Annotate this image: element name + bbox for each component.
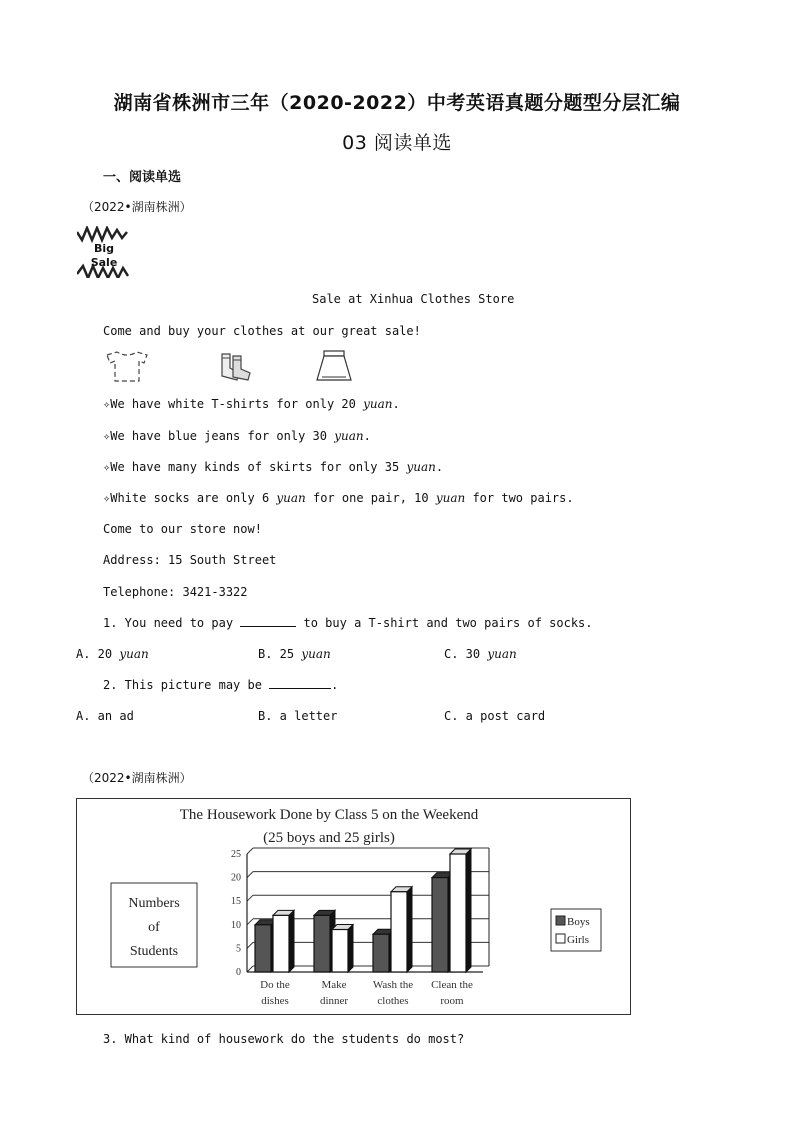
chart-svg: [77, 799, 630, 1014]
x-category-label: dishes: [261, 995, 289, 1007]
housework-chart: [76, 798, 631, 1015]
bar-girls: [273, 915, 289, 972]
badge-top-text: Big: [93, 242, 115, 255]
y-tick-label: 20: [231, 872, 241, 884]
bar-boys: [373, 934, 389, 972]
source-tag: （2022•湖南株洲）: [82, 200, 192, 214]
q2-option-c: C. a post card: [444, 709, 546, 723]
y-label-line: of: [148, 920, 160, 935]
address-line: Address: 15 South Street: [103, 553, 277, 567]
source-tag: （2022•湖南株洲）: [82, 771, 192, 785]
q1-option-a: A. 20 yuan: [76, 647, 149, 661]
chart-title: The Housework Done by Class 5 on the Weekend: [179, 807, 479, 823]
x-category-label: clothes: [377, 995, 409, 1007]
sale-heading: Sale at Xinhua Clothes Store: [312, 292, 515, 306]
q2-option-a: A. an ad: [76, 709, 134, 723]
question-3: 3. What kind of housework do the students do most?: [103, 1032, 465, 1046]
y-label-line: Students: [129, 944, 179, 959]
badge-bottom-text: Sale: [90, 256, 118, 269]
plot-area: [231, 848, 489, 1007]
y-tick-label: 10: [231, 919, 241, 931]
socks-icon: [213, 351, 259, 387]
x-category-label: Clean the: [431, 979, 473, 991]
x-category-label: Wash the: [372, 979, 414, 991]
legend-label-boys: Boys: [567, 916, 590, 928]
telephone-line: Telephone: 3421-3322: [103, 585, 248, 599]
legend-label-girls: Girls: [567, 934, 589, 946]
bar-side: [466, 849, 471, 972]
tshirt-icon: [104, 351, 150, 387]
x-category-label: room: [440, 995, 464, 1007]
q1-option-c: C. 30 yuan: [444, 647, 517, 661]
item-white-tshirts: ✧We have white T-shirts for only 20 yuan.: [103, 397, 400, 411]
q1-option-b: B. 25 yuan: [258, 647, 331, 661]
item-skirts: ✧We have many kinds of skirts for only 35 yuan.: [103, 460, 444, 474]
bar-side: [407, 887, 412, 972]
come-line: Come to our store now!: [103, 522, 262, 536]
bar-girls: [332, 930, 348, 972]
item-white-socks: ✧White socks are only 6 yuan for one pair, 10 yuan for two pairs.: [103, 491, 574, 505]
bar-side: [348, 925, 353, 972]
y-tick-label: 25: [231, 849, 241, 860]
bar-boys: [432, 878, 448, 972]
burst-icon: [77, 226, 129, 278]
bar-boys: [314, 915, 330, 972]
y-tick-label: 5: [236, 943, 241, 955]
legend-swatch-girls: [556, 934, 565, 943]
legend-swatch-boys: [556, 916, 565, 925]
q2-option-b: B. a letter: [258, 709, 338, 723]
bar-side: [289, 910, 294, 972]
chart-subtitle: (25 boys and 25 girls): [263, 830, 395, 846]
document-title: 湖南省株洲市三年（2020-2022）中考英语真题分题型分层汇编: [113, 92, 681, 114]
question-2: 2. This picture may be .: [103, 678, 339, 692]
y-tick-label: 15: [231, 896, 241, 908]
question-1: 1. You need to pay to buy a T-shirt and two pairs of socks.: [103, 616, 593, 630]
x-category-label: dinner: [319, 995, 349, 1007]
x-category-label: Do the: [260, 979, 290, 991]
big-sale-badge: [77, 226, 129, 278]
answer-blank: [240, 616, 296, 627]
grid-diagonal: [247, 848, 253, 854]
item-blue-jeans: ✧We have blue jeans for only 30 yuan.: [103, 429, 371, 443]
y-label-line: Numbers: [128, 896, 180, 911]
bar-girls: [450, 854, 466, 972]
sale-intro: Come and buy your clothes at our great sale!: [103, 324, 421, 338]
answer-blank: [269, 678, 331, 689]
y-tick-label: 0: [236, 967, 241, 978]
document-subtitle: 03 阅读单选: [342, 132, 452, 154]
section-heading: 一、阅读单选: [103, 170, 182, 185]
bar-boys: [255, 925, 271, 972]
x-category-label: Make: [321, 979, 347, 991]
skirt-icon: [314, 349, 354, 387]
bar-girls: [391, 892, 407, 972]
